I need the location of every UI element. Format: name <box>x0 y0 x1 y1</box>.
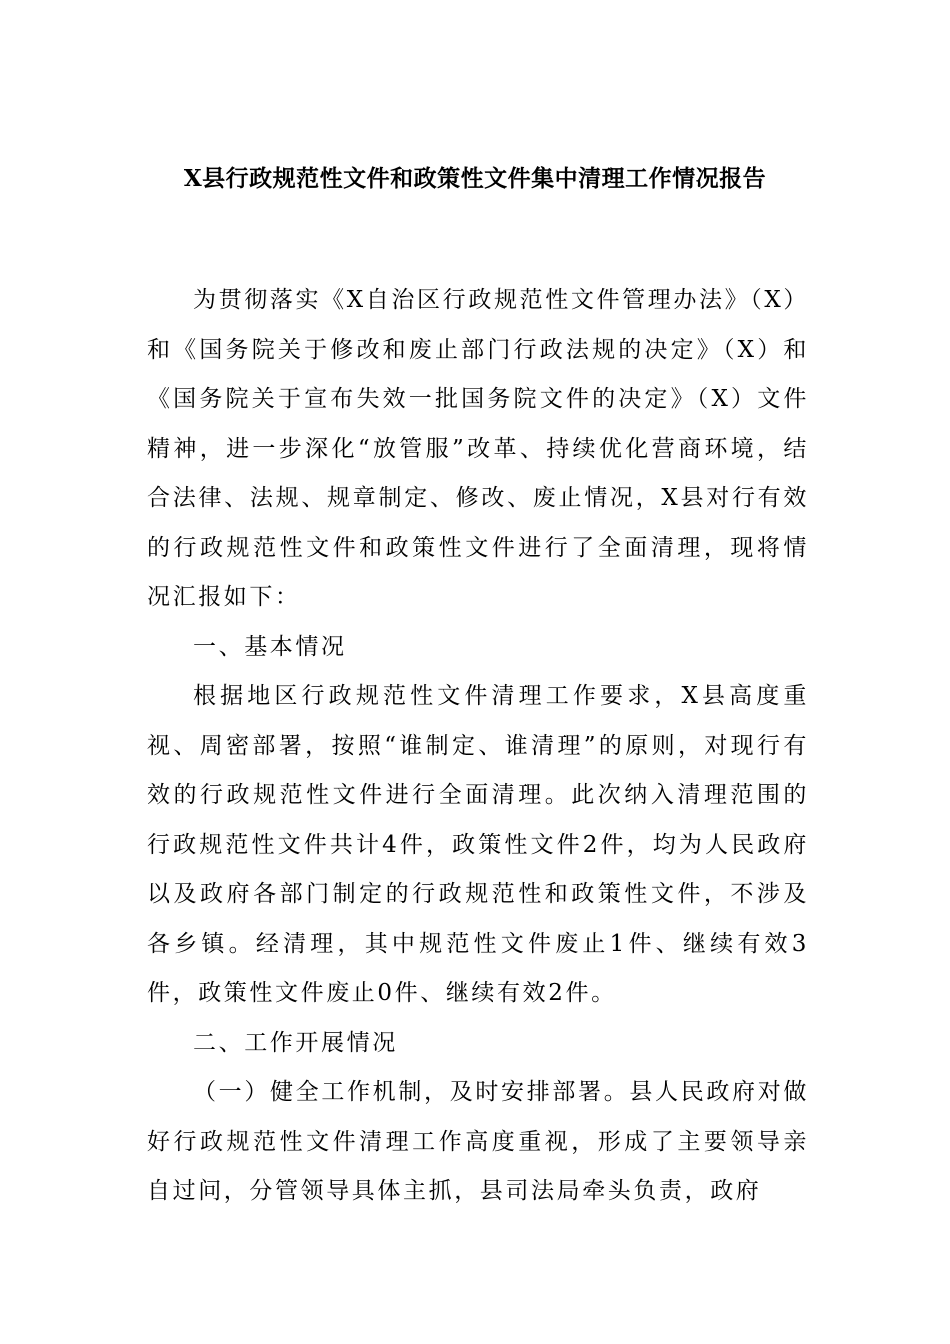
document-body <box>147 276 809 1217</box>
section-heading-basic-situation: 一、基本情况 <box>193 633 347 660</box>
intro-paragraph: 为贯彻落实《X自治区行政规范性文件管理办法》（X）和《国务院关于修改和废止部门行政法规的决定》（X）和《国务院关于宣布失效一批国务院文件的决定》（X）文件精神，进一步深化“放管服”改革、持续优化营商环境，结合法律、法规、规章制定、修改、废止情况，X县对行有效的行政规范性文件和政策性文件进行了全面清理，现将情况汇报如下： <box>147 287 809 610</box>
section-paragraph-work-mechanism: （一）健全工作机制，及时安排部署。县人民政府对做好行政规范性文件清理工作高度重视，形成了主要领导亲自过问，分管领导具体主抓，县司法局牵头负责，政府 <box>147 1079 809 1204</box>
section-heading-work-progress: 二、工作开展情况 <box>193 1029 398 1056</box>
section-paragraph-basic-situation: 根据地区行政规范性文件清理工作要求，X县高度重视、周密部署，按照“谁制定、谁清理”的原则，对现行有效的行政规范性文件进行全面清理。此次纳入清理范围的行政规范性文件共计4件，政策性文件2件，均为人民政府以及政府各部门制定的行政规范性和政策性文件，不涉及各乡镇。经清理，其中规范性文件废止1件、继续有效3件，政策性文件废止0件、继续有效2件。 <box>147 683 809 1006</box>
document-title: X县行政规范性文件和政策性文件集中清理工作情况报告 <box>183 165 767 192</box>
